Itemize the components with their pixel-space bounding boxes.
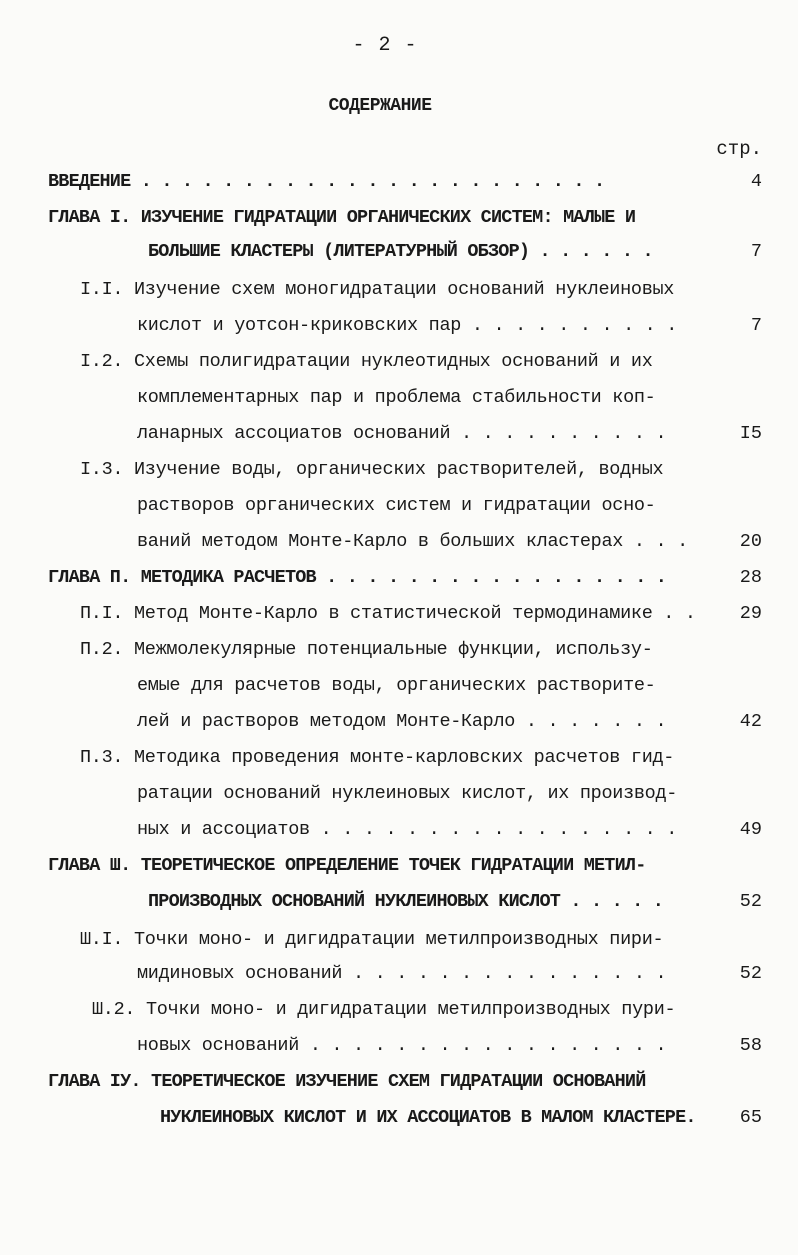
- toc-page: 49: [739, 819, 762, 840]
- toc-line: ГЛАВА IУ. ТЕОРЕТИЧЕСКОЕ ИЗУЧЕНИЕ СХЕМ ГИДРАТАЦИИ ОСНОВАНИЙ: [48, 1071, 646, 1092]
- toc-page: 7: [750, 241, 762, 262]
- toc-page: 65: [739, 1107, 762, 1128]
- toc-page: 52: [739, 963, 762, 984]
- toc-line: П.3. Методика проведения монте-карловских расчетов гид-: [80, 747, 675, 768]
- toc-line: ПРОИЗВОДНЫХ ОСНОВАНИЙ НУКЛЕИНОВЫХ КИСЛОТ . . . . .: [148, 891, 664, 912]
- toc-line: П.2. Межмолекулярные потенциальные функции, использу-: [80, 639, 653, 660]
- toc-page: 29: [739, 603, 762, 624]
- toc-page: 58: [739, 1035, 762, 1056]
- toc-line: П.I. Метод Монте-Карло в статистической термодинамике . .: [80, 603, 696, 624]
- toc-line: растворов органических систем и гидратации осно-: [137, 495, 656, 516]
- toc-line: ГЛАВА Ш. ТЕОРЕТИЧЕСКОЕ ОПРЕДЕЛЕНИЕ ТОЧЕК ГИДРАТАЦИИ МЕТИЛ-: [48, 855, 646, 876]
- page-number: - 2 -: [352, 34, 418, 57]
- toc-page: 42: [739, 711, 762, 732]
- toc-page: 20: [739, 531, 762, 552]
- toc-line: I.3. Изучение воды, органических растворителей, водных: [80, 459, 664, 480]
- toc-page: 4: [750, 171, 762, 192]
- toc-line: комплементарных пар и проблема стабильности коп-: [137, 387, 656, 408]
- toc-line: мидиновых оснований . . . . . . . . . . . . . . .: [137, 963, 667, 984]
- toc-line: ГЛАВА I. ИЗУЧЕНИЕ ГИДРАТАЦИИ ОРГАНИЧЕСКИХ СИСТЕМ: МАЛЫЕ И: [48, 207, 636, 228]
- toc-line: ных и ассоциатов . . . . . . . . . . . . . . . . .: [137, 819, 678, 840]
- toc-line: Ш.2. Точки моно- и дигидратации метилпроизводных пури-: [92, 999, 676, 1020]
- page-title: СОДЕРЖАНИЕ: [328, 96, 432, 116]
- toc-line: ланарных ассоциатов оснований . . . . . . . . . .: [137, 423, 667, 444]
- page-column-label: стр.: [716, 138, 762, 160]
- toc-line: Ш.I. Точки моно- и дигидратации метилпроизводных пири-: [80, 929, 664, 950]
- toc-line: лей и растворов методом Монте-Карло . . . . . . .: [137, 711, 667, 732]
- toc-line: НУКЛЕИНОВЫХ КИСЛОТ И ИХ АССОЦИАТОВ В МАЛОМ КЛАСТЕРЕ.: [160, 1107, 696, 1128]
- toc-line: емые для расчетов воды, органических растворите-: [137, 675, 656, 696]
- toc-line: ратации оснований нуклеиновых кислот, их производ-: [137, 783, 678, 804]
- toc-page: 7: [750, 315, 762, 336]
- toc-line: кислот и уотсон-криковских пар . . . . . . . . . .: [137, 315, 678, 336]
- toc-line: ВВЕДЕНИЕ . . . . . . . . . . . . . . . . . . . . . . .: [48, 171, 605, 192]
- toc-line: ГЛАВА П. МЕТОДИКА РАСЧЕТОВ . . . . . . . . . . . . . . . . .: [48, 567, 667, 588]
- toc-page: 28: [739, 567, 762, 588]
- toc-line: ваний методом Монте-Карло в больших кластерах . . .: [137, 531, 688, 552]
- toc-line: БОЛЬШИЕ КЛАСТЕРЫ (ЛИТЕРАТУРНЫЙ ОБЗОР) . . . . . .: [148, 241, 653, 262]
- toc-page: I5: [739, 423, 762, 444]
- toc-page: 52: [739, 891, 762, 912]
- toc-line: I.I. Изучение схем моногидратации оснований нуклеиновых: [80, 279, 675, 300]
- toc-line: I.2. Схемы полигидратации нуклеотидных оснований и их: [80, 351, 653, 372]
- toc-line: новых оснований . . . . . . . . . . . . . . . . .: [137, 1035, 667, 1056]
